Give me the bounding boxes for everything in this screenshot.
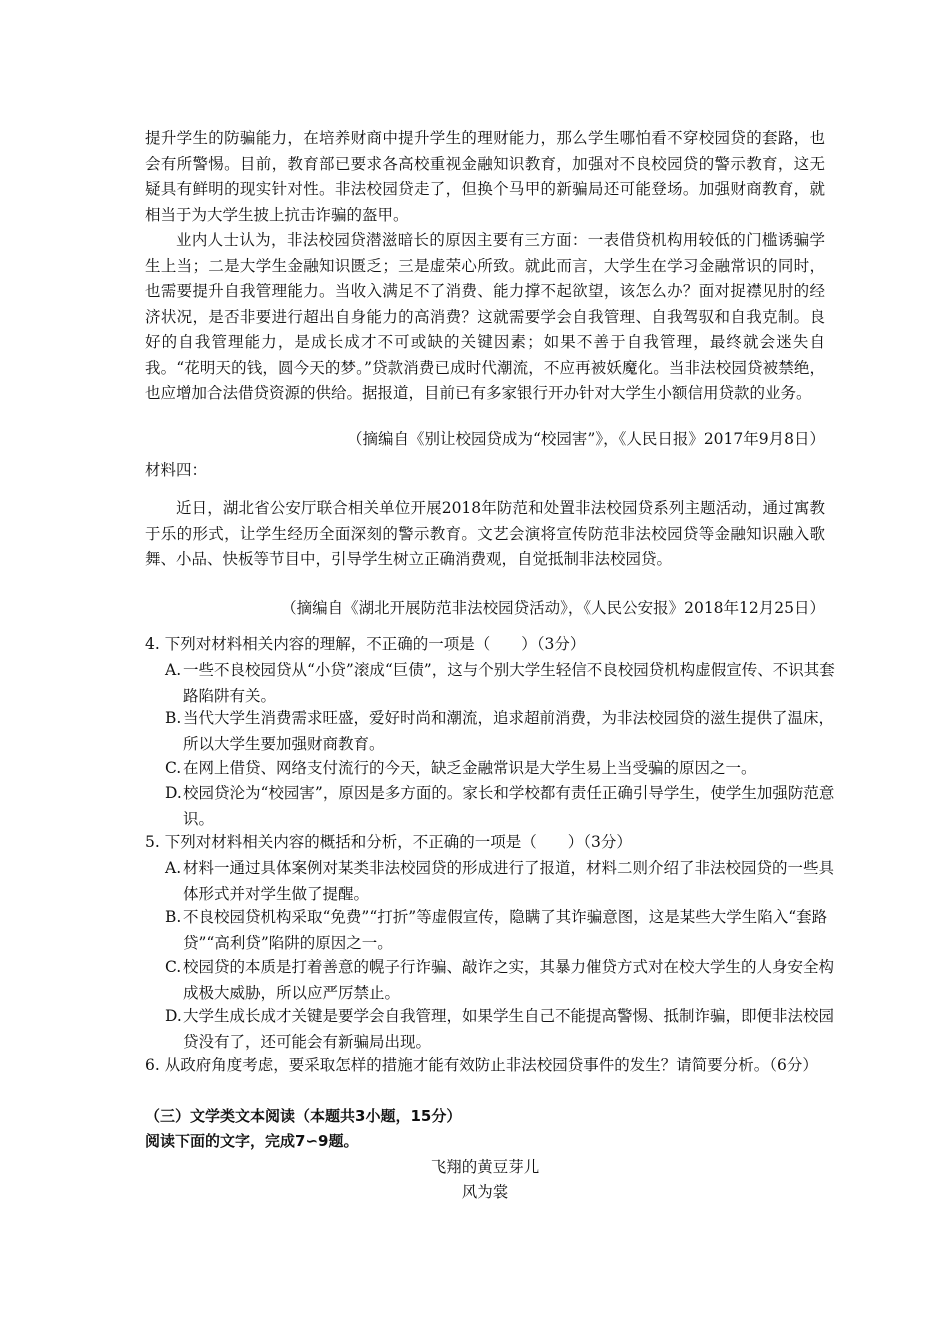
option-d — [165, 781, 838, 832]
option-label: D. — [165, 784, 182, 802]
option-label: B. — [165, 908, 182, 926]
option-text: 大学生成长成才关键是要学会自我管理，如果学生自己不能提高警惕、抵制诈骗，即便非法校园贷没有了，还可能会有新骗局出现。 — [183, 1007, 835, 1051]
option-c — [165, 955, 838, 1006]
story-title: 飞翔的黄豆芽儿 — [430, 1158, 540, 1176]
option-text: 校园贷的本质是打着善意的幌子行诈骗、敲诈之实，其暴力催贷方式对在校大学生的人身安全构成极大威胁，所以应严厉禁止。 — [183, 958, 835, 1002]
question-stem: 5. 下列对材料相关内容的概括和分析，不正确的一项是（ ）（3分） — [145, 833, 632, 851]
option-text: 一些不良校园贷从“小贷”滚成“巨债”，这与个别大学生轻信不良校园贷机构虚假宣传、不识其套路陷阱有关。 — [183, 661, 835, 705]
option-label: B. — [165, 709, 182, 727]
option-b — [165, 706, 838, 757]
section-heading: （三）文学类文本阅读（本题共3小题，15分） — [145, 1107, 462, 1125]
passage-paragraph: 近日，湖北省公安厅联合相关单位开展2018年防范和处置非法校园贷系列主题活动，通过寓教于乐的形式，让学生经历全面深刻的警示教育。文艺会演将宣传防范非法校园贷等金融知识融入歌舞、小品、快板等节目中，引导学生树立正确消费观，自觉抵制非法校园贷。 — [145, 499, 825, 568]
option-label: A. — [165, 661, 182, 679]
option-label: A. — [165, 859, 182, 877]
option-text: 校园贷沦为“校园害”，原因是多方面的。家长和学校都有责任正确引导学生，使学生加强防范意识。 — [183, 784, 835, 828]
source-citation: （摘编自《湖北开展防范非法校园贷活动》，《人民公安报》2018年12月25日） — [281, 599, 825, 617]
passage-paragraph: 提升学生的防骗能力，在培养财商中提升学生的理财能力，那么学生哪怕看不穿校园贷的套路，也会有所警惕。目前，教育部已要求各高校重视金融知识教育，加强对不良校园贷的警示教育，这无疑具有鲜明的现实针对性。非法校园贷走了，但换个马甲的新骗局还可能登场。加强财商教育，就相当于为大学生披上抗击诈骗的盔甲。 — [145, 129, 825, 224]
option-a — [165, 856, 838, 907]
question-stem: 4. 下列对材料相关内容的理解，不正确的一项是（ ）（3分） — [145, 635, 586, 653]
material-heading: 材料四： — [145, 461, 208, 479]
source-citation: （摘编自《别让校园贷成为“校园害”》，《人民日报》2017年9月8日） — [346, 430, 825, 448]
option-d — [165, 1004, 838, 1055]
option-label: C. — [165, 958, 182, 976]
option-a — [165, 658, 838, 709]
option-text: 当代大学生消费需求旺盛，爱好时尚和潮流，追求超前消费，为非法校园贷的滋生提供了温床，所以大学生要加强财商教育。 — [183, 709, 835, 753]
option-c — [165, 756, 838, 782]
option-text: 不良校园贷机构采取“免费”“打折”等虚假宣传，隐瞒了其诈骗意图，这是某些大学生陷入“套路贷”“高利贷”陷阱的原因之一。 — [183, 908, 828, 952]
option-label: D. — [165, 1007, 182, 1025]
section-instruction: 阅读下面的文字，完成7∽9题。 — [145, 1132, 359, 1150]
option-text: 材料一通过具体案例对某类非法校园贷的形成进行了报道，材料二则介绍了非法校园贷的一些具体形式并对学生做了提醒。 — [183, 859, 835, 903]
story-author: 风为裳 — [461, 1183, 509, 1201]
option-text: 在网上借贷、网络支付流行的今天，缺乏金融常识是大学生易上当受骗的原因之一。 — [183, 759, 757, 777]
option-label: C. — [165, 759, 182, 777]
passage-paragraph: 业内人士认为，非法校园贷潜滋暗长的原因主要有三方面：一表借贷机构用较低的门槛诱骗学生上当；二是大学生金融知识匮乏；三是虚荣心所致。就此而言，大学生在学习金融常识的同时，也需要提升自我管理能力。当收入满足不了消费、能力撑不起欲望，该怎么办？面对捉襟见肘的经济状况，是否非要进行超出自身能力的高消费？这就需要学会自我管理、自我驾驭和自我克制。良好的自我管理能力，是成长成才不可或缺的关键因素；如果不善于自我管理，最终就会迷失自我。“花明天的钱，圆今天的梦。”贷款消费已成时代潮流，不应再被妖魔化。当非法校园贷被禁绝，也应增加合法借贷资源的供给。据报道，目前已有多家银行开办针对大学生小额信用贷款的业务。 — [145, 231, 825, 402]
question-stem: 6. 从政府角度考虑，要采取怎样的措施才能有效防止非法校园贷事件的发生？请简要分析。（6分） — [145, 1056, 818, 1074]
option-b — [165, 905, 838, 956]
